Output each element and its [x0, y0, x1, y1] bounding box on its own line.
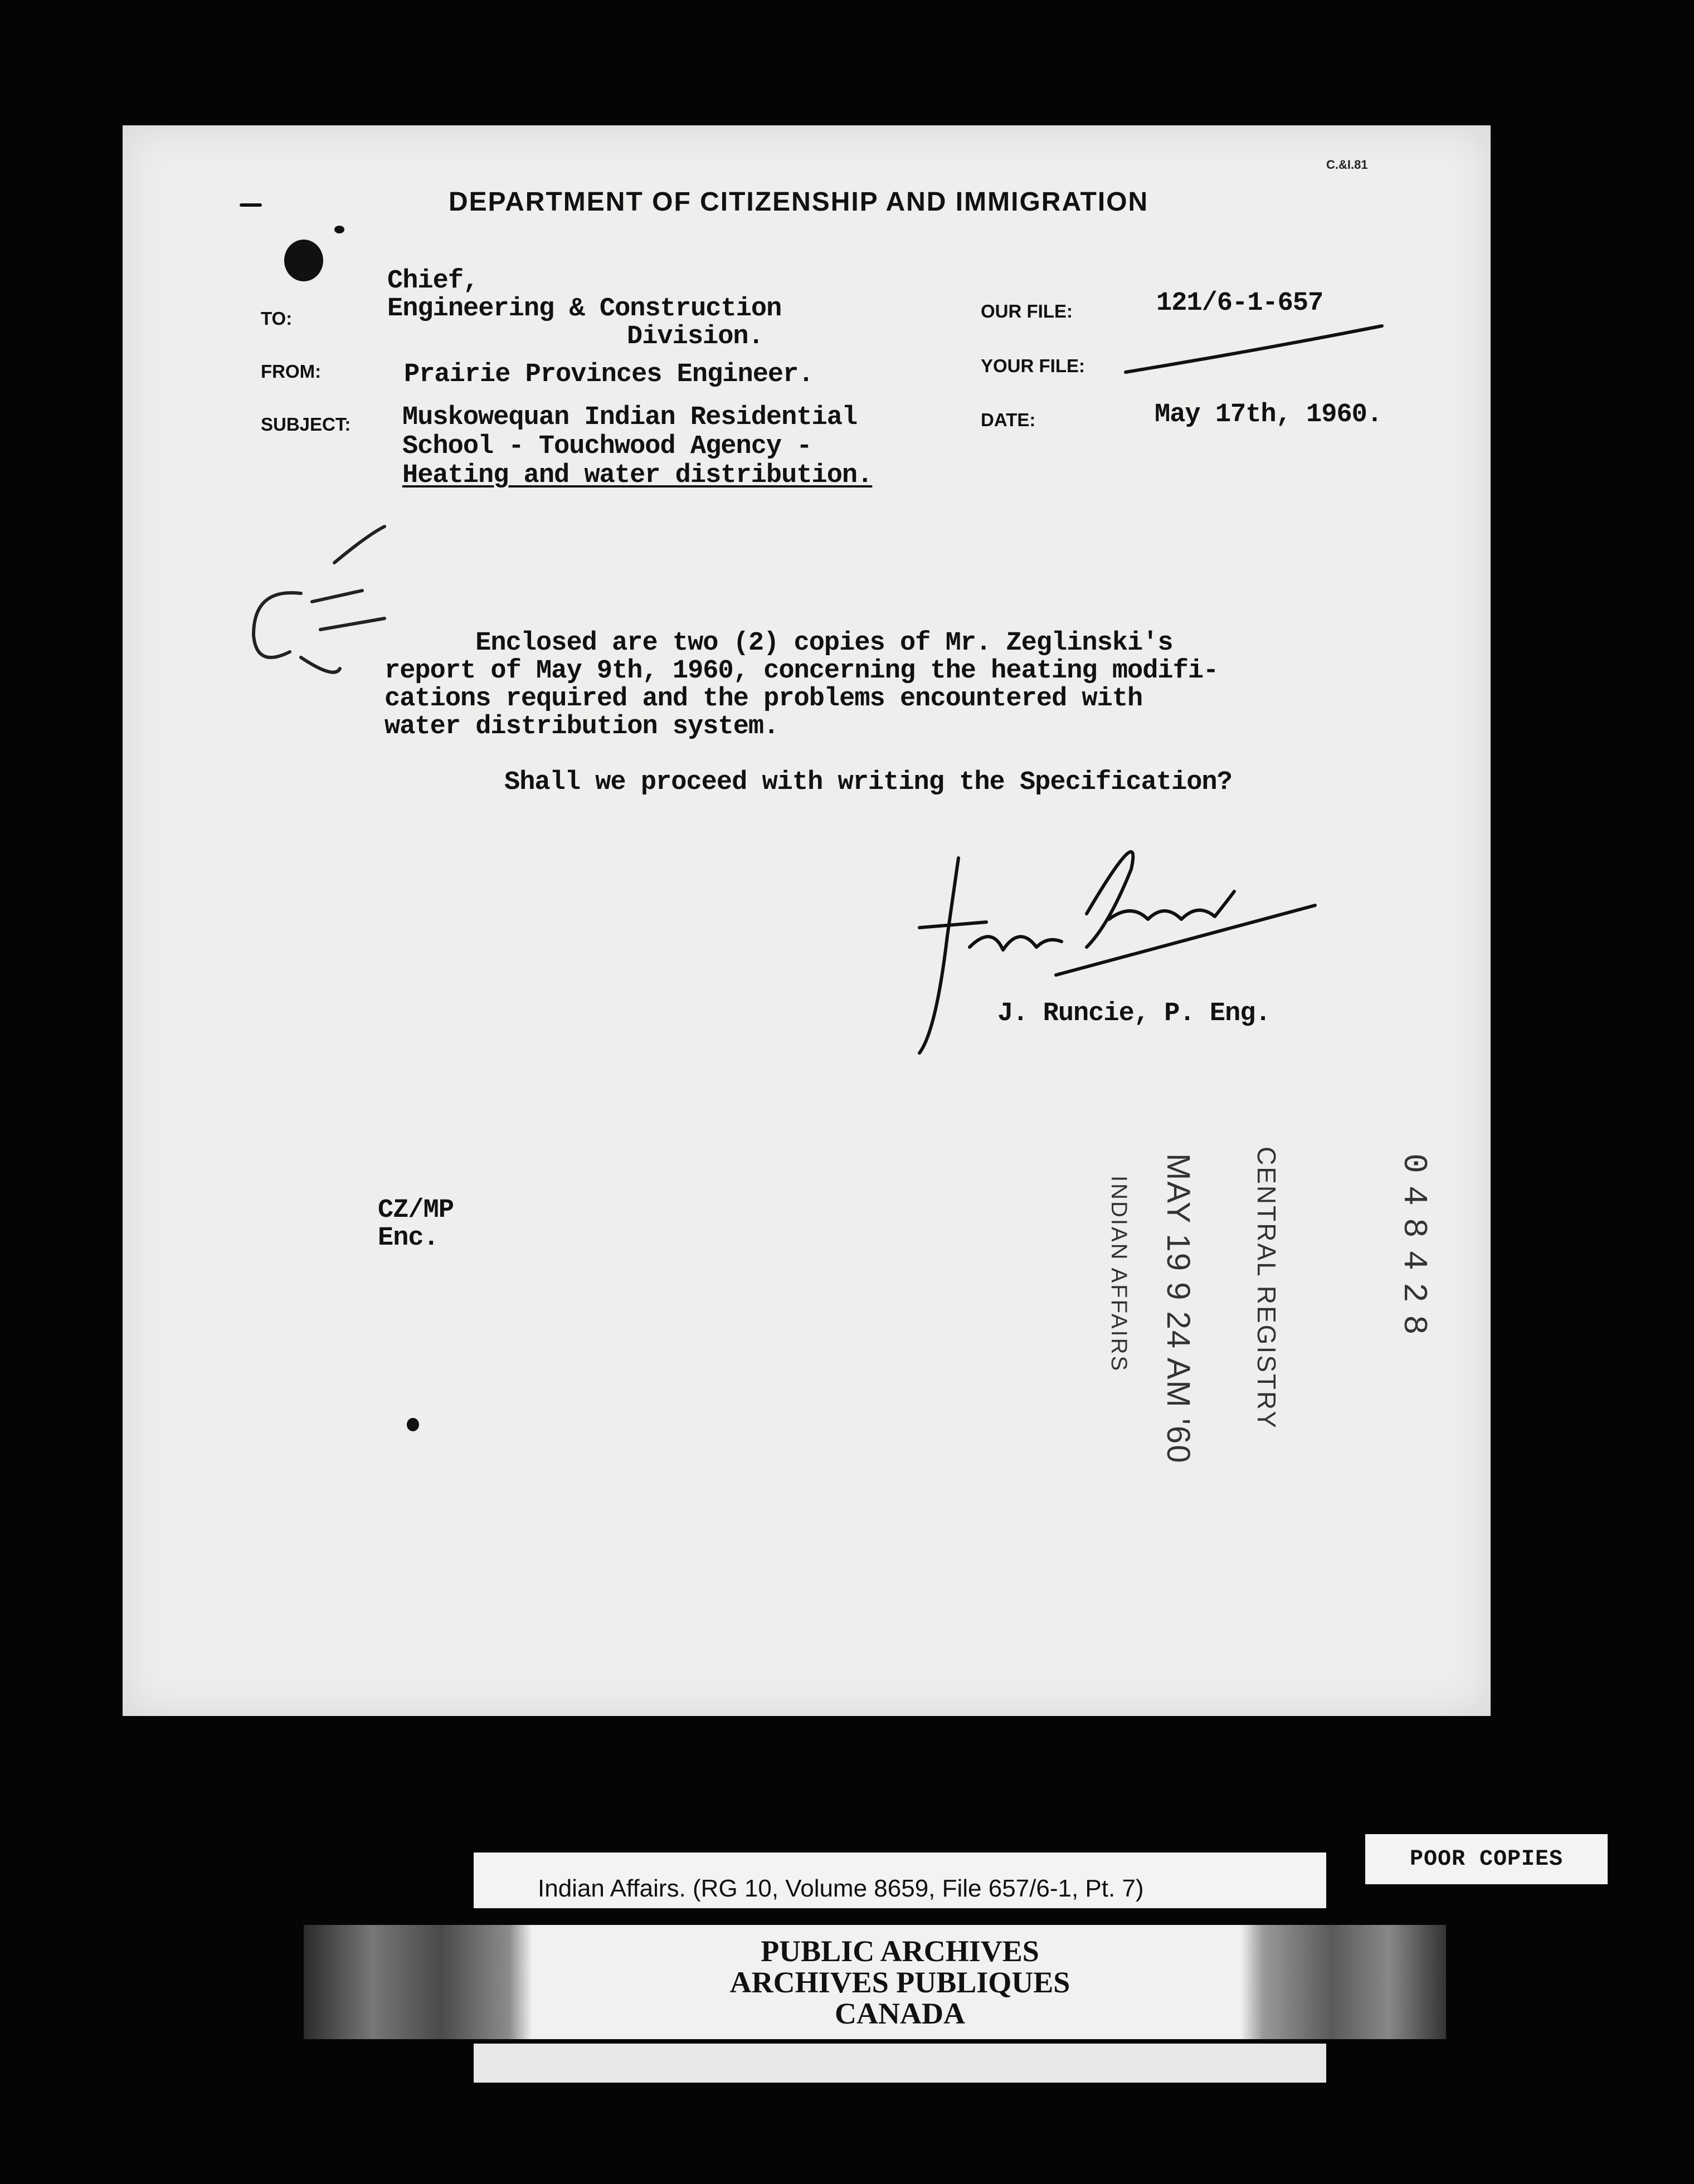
subject-line-3: Heating and water distribution. [402, 461, 873, 490]
registry-department: INDIAN AFFAIRS [1107, 1176, 1131, 1373]
poor-copies-label: POOR COPIES [1365, 1834, 1608, 1884]
our-file-value: 121/6-1-657 [1156, 289, 1323, 318]
ink-speck [240, 203, 262, 207]
ink-speck [334, 226, 344, 233]
to-label: TO: [261, 308, 293, 329]
to-line-3: Division. [627, 322, 763, 352]
our-file-label: OUR FILE: [981, 301, 1073, 321]
from-label: FROM: [261, 361, 322, 382]
body-line-4: water distribution system. [384, 712, 779, 742]
archive-line-2: ARCHIVES PUBLIQUES [729, 1965, 1070, 1999]
body-line-1: Enclosed are two (2) copies of Mr. Zeglinski's [384, 628, 1173, 658]
registry-datetime: MAY 19 9 24 AM '60 [1160, 1153, 1196, 1464]
subject-label: SUBJECT: [261, 414, 351, 435]
from-value: Prairie Provinces Engineer. [404, 360, 814, 389]
subject-line-2: School - Touchwood Agency - [402, 432, 812, 461]
your-file-label: YOUR FILE: [981, 355, 1085, 376]
to-line-1: Chief, [387, 266, 479, 296]
ink-speck [407, 1418, 419, 1431]
body-line-2: report of May 9th, 1960, concerning the heating modifi- [384, 656, 1219, 686]
archive-line-1: PUBLIC ARCHIVES [761, 1934, 1039, 1968]
enclosure-note: Enc. [378, 1223, 439, 1253]
body-line-3: cations required and the problems encountered with [384, 684, 1143, 714]
archive-stamp [474, 1925, 1326, 2039]
subject-line-1: Muskowequan Indian Residential [402, 403, 858, 432]
to-line-2: Engineering & Construction [387, 294, 782, 324]
registry-number: 048428 [1394, 1153, 1432, 1348]
archive-caption: Indian Affairs. (RG 10, Volume 8659, File 657/6-1, Pt. 7) [538, 1875, 1144, 1902]
form-code: C.&I.81 [1326, 158, 1368, 172]
body-question: Shall we proceed with writing the Specification? [504, 768, 1232, 797]
ink-blot [284, 240, 323, 281]
date-label: DATE: [981, 410, 1036, 430]
typist-initials: CZ/MP [378, 1196, 454, 1225]
signer-name: J. Runcie, P. Eng. [997, 999, 1270, 1028]
bottom-band [474, 2044, 1326, 2083]
archive-line-3: CANADA [835, 1996, 965, 2030]
registry-title: CENTRAL REGISTRY [1252, 1147, 1281, 1430]
margin-note-text [248, 568, 356, 653]
date-value: May 17th, 1960. [1155, 400, 1383, 430]
department-title: DEPARTMENT OF CITIZENSHIP AND IMMIGRATION [449, 187, 1149, 217]
